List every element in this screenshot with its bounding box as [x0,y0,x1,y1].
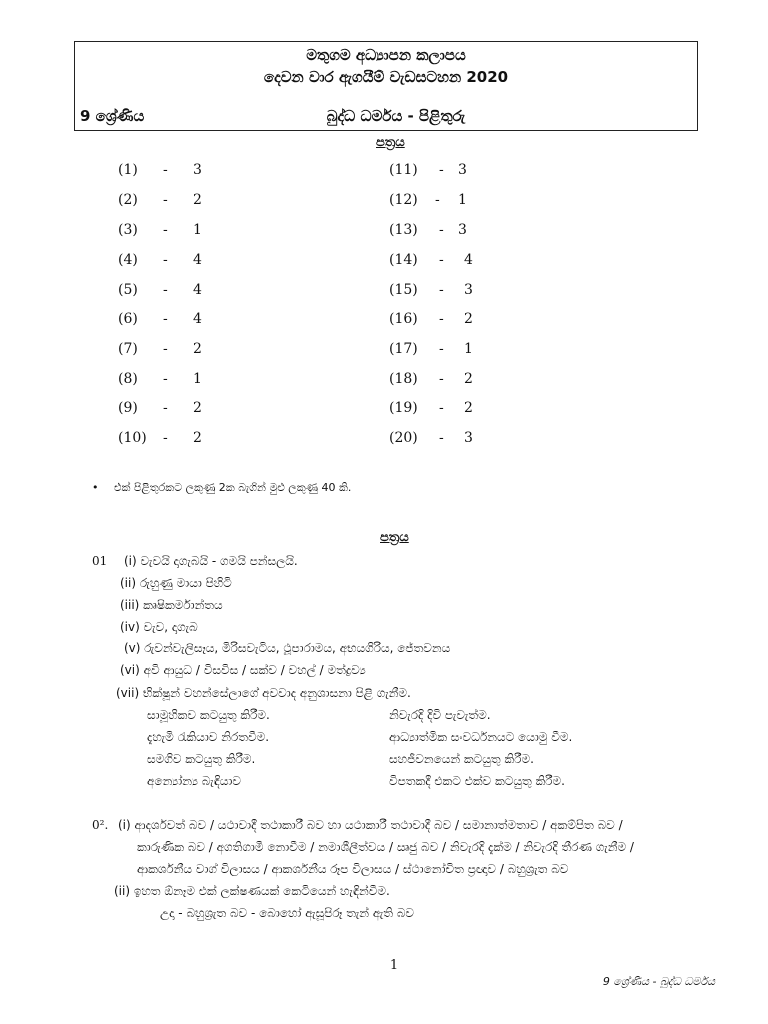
part2-heading: පත්‍රය [380,530,409,545]
answer-pair-left: දැහැමි රැකියාව නිරතවීම. [147,730,270,744]
answer-line: (v) රුවන්වැලිසෑය, මිරිසවැටිය, ථූපාරාමය, අභයගිරිය, ජේතවනය [124,641,451,655]
subject-title: බුද්ධ ධර්මය - පිළිතුරු [326,107,466,125]
note-bullet: • [92,481,99,494]
header-box [74,41,698,131]
answer-line: (iii) කෘෂිකර්මාන්තය [120,598,223,612]
note-text: එක් පිළිතුරකට ලකුණු 2ක බැගින් මුළු ලකුණු 40 කි. [114,481,352,494]
answer-line: ආකර්ශනීය වාග් විලාසය / ආකර්ශනීය රූප විලාසය / ස්ථානෝචිත ප්‍රඥාව / බහුශ්‍රැත බව [137,862,569,876]
answer-line: (vi) අවි ආයුධ / විසවිස / සක්ව / වහල් / මත්ද්‍රව්‍ය [120,663,366,677]
grade-label: 9 ශ්‍රේණිය [80,107,145,125]
answer-line: (ii) රුහුණු මායා පිහිටි [120,576,232,590]
question-number: 01 [92,554,108,568]
answer-line: (vii) භික්ෂූන් වහන්සේලාගේ අවවාද අනුශාසනා පිළි ගැනීම. [116,686,411,700]
answer-pair-left: සාමූහිකව කටයුතු කිරීම. [147,708,270,722]
question-number: 0². [92,818,109,832]
answer-pair-left: සමගිව කටයුතු කිරීම. [147,752,256,766]
page-number: 1 [389,958,399,973]
answer-pair-right: සහජීවනයෙන් කටයුතු කිරීම. [389,752,534,766]
exam-title: දෙවන වාර ඇගයීම් වැඩසටහන 2020 [263,68,509,86]
answer-pair-left: අන්‍යෝන්‍ය බැඳියාව [147,774,241,788]
part1-heading: පත්‍රය [376,135,405,150]
answer-line: (iv) වැව, දාගැබ [120,620,198,634]
answer-line: උදා - බහුශ්‍රැත බව - බොහෝ ඇසූපිරූ තැන් ඇති බව [160,906,415,920]
answer-line: (i) වැවයි දාගැබයි - ගමයි පන්සලයි. [124,554,298,568]
answer-pair-right: විපතකදී එකට එක්ව කටයුතු කිරීම. [389,774,565,788]
answer-line: කාරුණික බව / අගතිගාමී නොවීම / නමාශීලීත්වය / ඍජු බව / නිවැරදි දැක්ම / නිවැරදි තීරණ ගැනීම / [137,840,634,854]
answer-line: (i) ආදර්ශවත් බව / යථාවාදී තථාකාරී බව හා යථාකාරී තථාවාදී බව / සමානාත්මතාව / අකම්පිත බව / [118,818,623,832]
footer-label: 9 ශ්‍රේණිය - බුද්ධ ධර්මය [602,975,715,988]
answer-pair-right: නිවැරදි දිවි පැවැත්ම. [389,708,491,722]
zone-title: මතුගම අධ්‍යාපන කලාපය [306,46,466,64]
answer-line: (ii) ඉහත ඕනෑම එක් ලක්ෂණයක් කෙටියෙන් හැඳින්වීම. [114,884,390,898]
answer-pair-right: ආධ්‍යාත්මික සංවර්ධනයට යොමු වීම. [389,730,573,744]
